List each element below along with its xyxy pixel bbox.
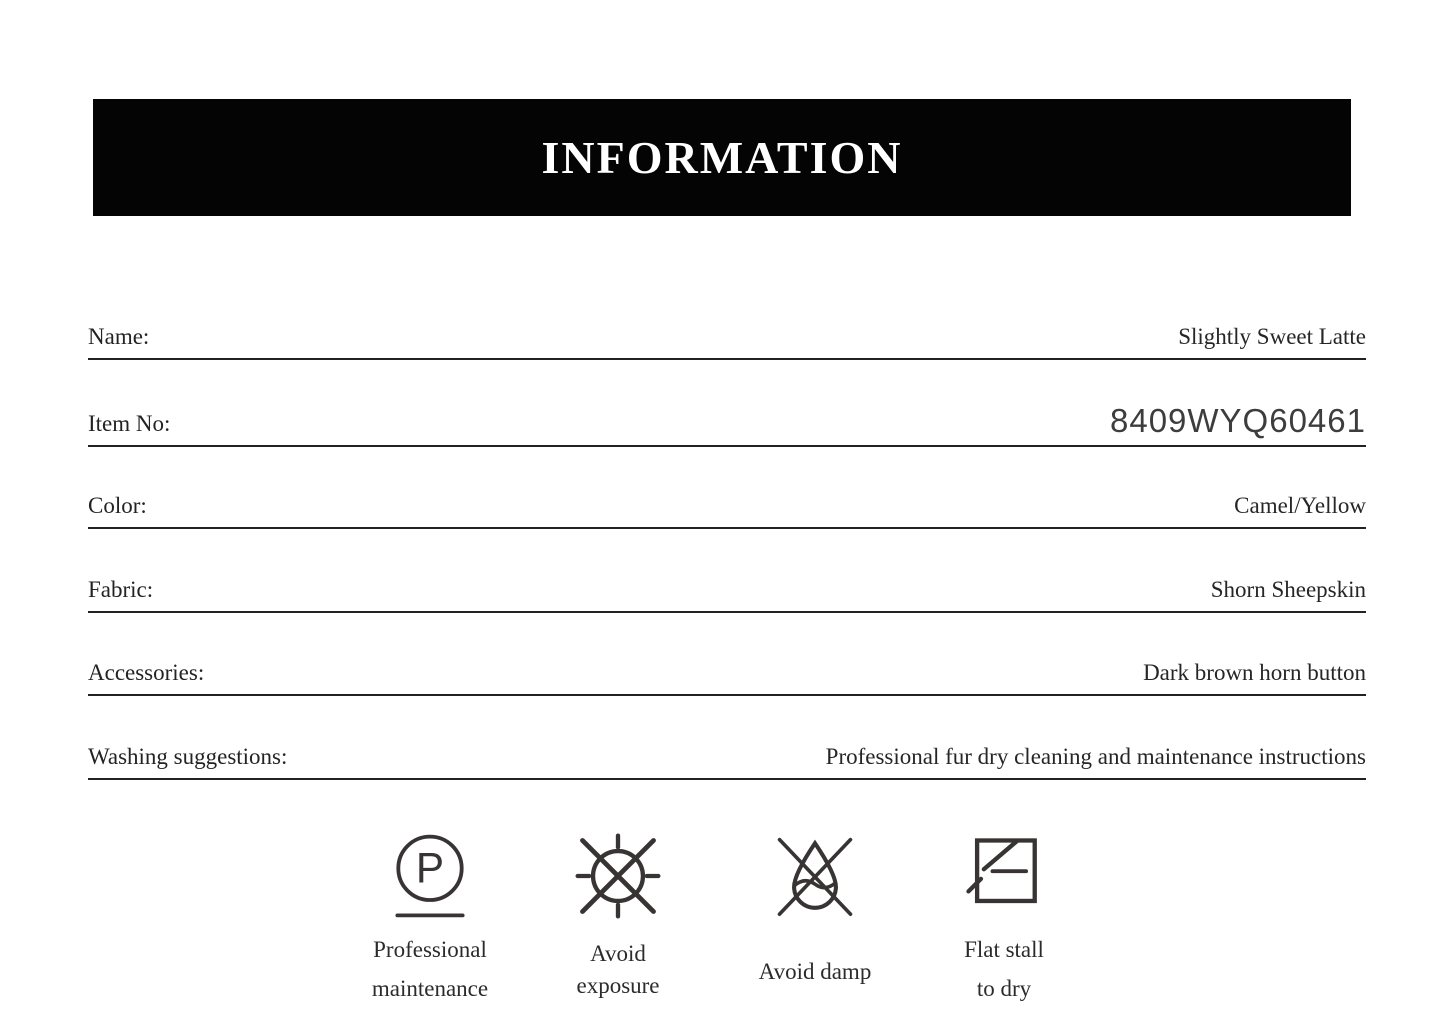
flat-dry-icon xyxy=(954,828,1054,924)
field-row-accessories xyxy=(88,660,1366,696)
field-row-name xyxy=(88,324,1366,360)
care-item-avoid-exposure xyxy=(513,828,723,1002)
field-row-fabric xyxy=(88,577,1366,613)
field-label-item-no: Item No: xyxy=(88,411,171,436)
care-label-line: maintenance xyxy=(371,976,489,1001)
care-label-line: Avoid xyxy=(590,941,646,966)
field-label-color: Color: xyxy=(88,493,147,518)
care-label-line: Avoid damp xyxy=(758,959,872,984)
care-item-professional-maintenance xyxy=(325,828,535,1008)
care-label xyxy=(372,930,488,1008)
field-label-name: Name: xyxy=(88,324,150,349)
avoid-damp-icon xyxy=(765,828,865,924)
care-item-flat-dry xyxy=(899,828,1109,1008)
field-label-washing-suggestions: Washing suggestions: xyxy=(88,744,288,769)
care-label xyxy=(964,930,1044,1008)
care-label xyxy=(576,938,659,1002)
field-value-name: Slightly Sweet Latte xyxy=(1178,324,1366,349)
field-value-fabric: Shorn Sheepskin xyxy=(1210,577,1366,602)
care-label-line: exposure xyxy=(576,973,660,998)
care-item-avoid-damp xyxy=(710,828,920,991)
care-label-line: Professional xyxy=(373,937,487,962)
field-value-washing-suggestions: Professional fur dry cleaning and maintenance instructions xyxy=(825,744,1366,769)
field-value-color: Camel/Yellow xyxy=(1234,493,1366,518)
svg-text:P: P xyxy=(415,844,445,892)
care-label-line: to dry xyxy=(976,976,1032,1001)
field-value-accessories: Dark brown horn button xyxy=(1143,660,1366,685)
care-label xyxy=(759,952,872,991)
care-label-line: Flat stall xyxy=(964,937,1044,962)
banner-title: INFORMATION xyxy=(541,132,903,183)
field-row-washing-suggestions xyxy=(88,744,1366,780)
field-value-item-no: 8409WYQ60461 xyxy=(1109,402,1366,439)
field-row-item-no xyxy=(88,404,1366,447)
field-label-fabric: Fabric: xyxy=(88,577,154,602)
field-label-accessories: Accessories: xyxy=(88,660,205,685)
professional-maintenance-icon xyxy=(380,828,480,924)
avoid-exposure-icon xyxy=(568,828,668,924)
information-banner xyxy=(93,99,1351,216)
field-row-color xyxy=(88,493,1366,529)
